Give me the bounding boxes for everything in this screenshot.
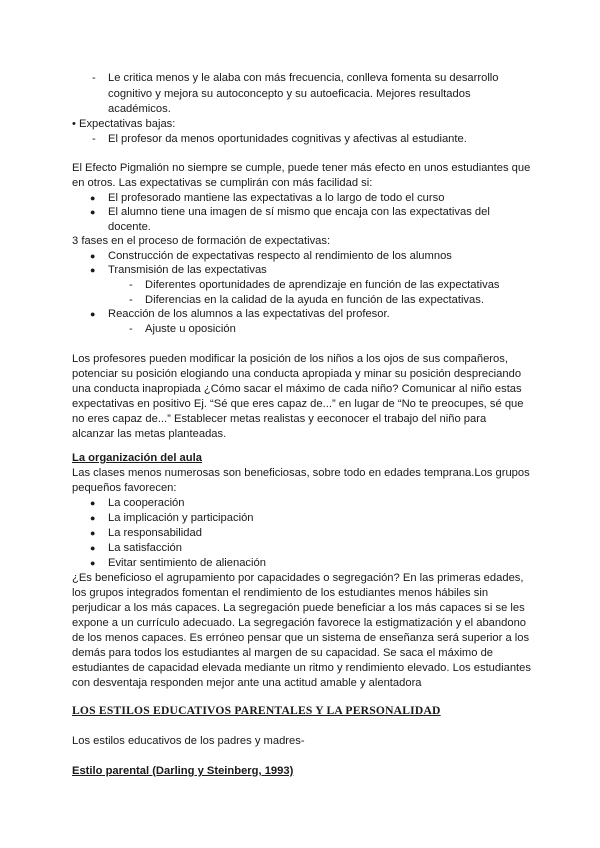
list-item-line: Le critica menos y le alaba con más frecuencia, conlleva fomenta su desarrollo bbox=[108, 72, 499, 84]
paragraph-line: alcanzar las metas planteadas. bbox=[72, 428, 227, 440]
list-item-line: docente. bbox=[108, 221, 151, 233]
list-item: El alumno tiene una imagen de sí mismo que encaja con las expectativas del bbox=[108, 206, 490, 218]
sub-list-item: Diferentes oportunidades de aprendizaje en función de las expectativas bbox=[145, 279, 500, 291]
paragraph-line: estudiantes de capacidad elevada mediante un ritmo y rendimiento elevado. Los estudiantes bbox=[72, 662, 531, 674]
paragraph-line: ¿Es beneficioso el agrupamiento por capacidades o segregación? En las primeras edades, bbox=[72, 572, 524, 584]
sub-list-item: Ajuste u oposición bbox=[145, 323, 236, 335]
section-heading: La organización del aula bbox=[72, 452, 202, 464]
list-item: Construcción de expectativas respecto al rendimiento de los alumnos bbox=[108, 250, 452, 262]
list-item: El profesorado mantiene las expectativas a lo largo de todo el curso bbox=[108, 192, 445, 204]
paragraph-line: expone a un currículo adecuado. La segregación favorece la estigmatización y el abandono bbox=[72, 617, 527, 629]
dash-marker: - bbox=[92, 72, 96, 84]
list-item-line: cognitivo y mejora su autoconcepto y su autoeficacia. Mejores resultados bbox=[108, 88, 471, 100]
dash-marker: - bbox=[129, 294, 133, 306]
dash-marker: - bbox=[129, 279, 133, 291]
paragraph-line: los grupos integrados fomentan el rendimiento de los estudiantes menos hábiles sin bbox=[72, 587, 489, 599]
dash-marker: - bbox=[92, 133, 96, 145]
bullet-marker: ● bbox=[90, 543, 96, 553]
paragraph-line: El Efecto Pigmalión no siempre se cumple, puede tener más efecto en unos estudiantes que bbox=[72, 162, 531, 174]
paragraph-line: Los profesores pueden modificar la posición de los niños a los ojos de sus compañeros, bbox=[72, 353, 508, 365]
bullet-marker: ● bbox=[90, 207, 96, 217]
bullet-marker: ● bbox=[90, 265, 96, 275]
paragraph-line: potenciar su posición elogiando una conducta apropiada y minar su posición despreciando bbox=[72, 368, 522, 380]
paragraph-line: perjudicar a los más capaces. La segregación puede beneficiar a los más capaces si se les bbox=[72, 602, 525, 614]
paragraph-line: una conducta inapropiada ¿Cómo sacar el máximo de cada niño? Comunicar al niño estas bbox=[72, 383, 522, 395]
bullet-marker: ● bbox=[90, 528, 96, 538]
bullet-marker: • bbox=[72, 118, 76, 130]
paragraph-line: 3 fases en el proceso de formación de expectativas: bbox=[72, 235, 331, 247]
bullet-marker: ● bbox=[90, 498, 96, 508]
list-item: La satisfacción bbox=[108, 542, 183, 554]
list-item-line: académicos. bbox=[108, 103, 171, 115]
bullet-marker: ● bbox=[90, 251, 96, 261]
paragraph-line: Los estilos educativos de los padres y madres- bbox=[72, 735, 305, 747]
paragraph-line: Las clases menos numerosas son beneficiosas, sobre todo en edades temprana.Los grupos bbox=[72, 467, 530, 479]
list-item-line: El profesor da menos oportunidades cognitivas y afectivas al estudiante. bbox=[108, 133, 467, 145]
paragraph-line: de los menos capaces. Es erróneo pensar que un sistema de enseñanza será superior a los bbox=[72, 632, 530, 644]
bullet-marker: ● bbox=[90, 193, 96, 203]
list-label: Expectativas bajas: bbox=[79, 118, 176, 130]
paragraph-line: expectativas en positivo Ej. “Sé que eres capaz de...” en lugar de “No te preocupes, sé que bbox=[72, 398, 524, 410]
list-item: La cooperación bbox=[108, 497, 185, 509]
subsection-heading: Estilo parental (Darling y Steinberg, 1993) bbox=[72, 765, 294, 777]
list-item: Evitar sentimiento de alienación bbox=[108, 557, 266, 569]
paragraph-line: pequeños favorecen: bbox=[72, 482, 177, 494]
sub-list-item: Diferencias en la calidad de la ayuda en función de las expectativas. bbox=[145, 294, 484, 306]
bullet-marker: ● bbox=[90, 513, 96, 523]
paragraph-line: en otros. Las expectativas se cumplirán con más facilidad si: bbox=[72, 177, 373, 189]
bullet-marker: ● bbox=[90, 558, 96, 568]
bullet-marker: ● bbox=[90, 309, 96, 319]
paragraph-line: demás para todos los estudiantes al margen de su capacidad. Se saca el máximo de bbox=[72, 647, 494, 659]
section-heading: LOS ESTILOS EDUCATIVOS PARENTALES Y LA PERSONALIDAD bbox=[72, 704, 441, 717]
paragraph-line: con desventaja responden mejor ante una actitud amable y alentadora bbox=[72, 677, 422, 689]
list-item: Reacción de los alumnos a las expectativas del profesor. bbox=[108, 308, 390, 320]
dash-marker: - bbox=[129, 323, 133, 335]
paragraph-line: no eres capaz de...” Establecer metas realistas y eeconocer el trabajo del niño para bbox=[72, 413, 487, 425]
list-item: La responsabilidad bbox=[108, 527, 202, 539]
list-item: La implicación y participación bbox=[108, 512, 254, 524]
list-item: Transmisión de las expectativas bbox=[108, 264, 267, 276]
